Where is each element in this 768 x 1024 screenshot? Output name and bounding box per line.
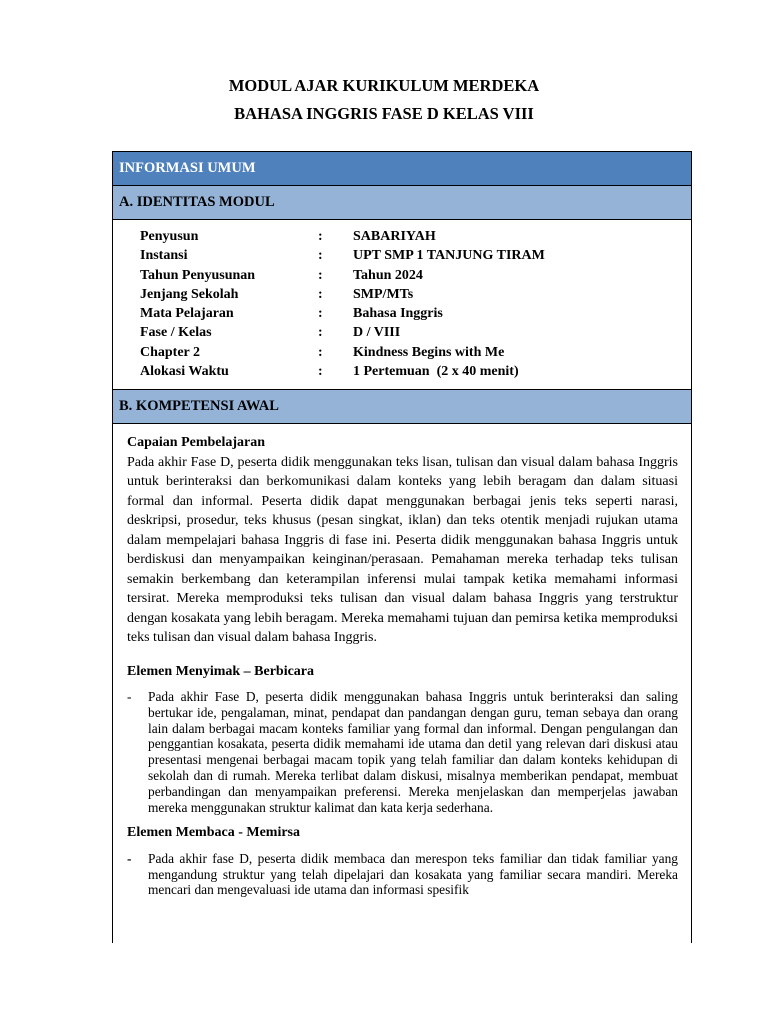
identity-block [113,220,691,390]
list-item [127,851,678,898]
identity-row [113,323,691,342]
identity-colon: : [318,325,323,341]
identity-row [113,304,691,323]
section-header-kompetensi-awal: B. KOMPETENSI AWAL [113,390,691,424]
identity-label: Tahun Penyusunan [140,267,256,283]
identity-row [113,362,691,381]
identity-value: D / VIII [353,325,401,341]
identity-value: Tahun 2024 [353,267,423,283]
kompetensi-content [113,424,691,898]
identity-value: SABARIYAH [353,229,436,244]
identity-label: Mata Pelajaran [140,306,234,322]
elemen-menyimak-text: Pada akhir Fase D, peserta didik menggunakan bahasa Inggris untuk berinteraksi dan saling bertukar ide, pengalaman, minat, pendapat dan pandangan dengan guru, teman sebaya dan orang lain dalam berbagai macam konteks familiar yang formal dan informal. Dengan pengulangan dan penggantian kosakata, peserta didik memahami ide utama dan detil yang relevan dari diskusi atau presentasi mengenai berbagai macam topik yang telah familiar dan dalam konteks kehidupan di sekolah dan di rumah. Mereka terlibat dalam diskusi, misalnya memberikan pendapat, membuat perbandingan dan menyampaikan preferensi. Mereka menjelaskan dan memperjelas jawaban mereka menggunakan struktur kalimat dan kata kerja sederhana. [148,689,678,815]
identity-colon: : [318,344,323,360]
list-item [127,689,678,815]
bullet-dash: - [127,689,132,704]
identity-colon: : [318,286,323,302]
identity-colon: : [318,248,323,264]
identity-row [113,246,691,265]
document-title-line-2: BAHASA INGGRIS FASE D KELAS VIII [234,104,534,123]
identity-label: Instansi [140,248,188,264]
identity-label: Alokasi Waktu [140,364,229,380]
identity-label: Chapter 2 [140,344,201,360]
identity-value: Kindness Begins with Me [353,344,505,360]
elemen-menyimak-heading: Elemen Menyimak – Berbicara [127,663,315,679]
document-title-line-1: MODUL AJAR KURIKULUM MERDEKA [228,76,540,95]
identity-value: SMP/MTs [353,286,414,302]
capaian-paragraph: Pada akhir Fase D, peserta didik menggunakan teks lisan, tulisan dan visual dalam bahasa Inggris untuk berinteraksi dan berkomunikasi dalam konteks yang lebih beragam dan dalam situasi formal dan informal. Peserta didik dapat menggunakan berbagai jenis teks seperti narasi, deskripsi, prosedur, teks khusus (pesan singkat, iklan) dan teks otentik menjadi rujukan utama dalam mempelajari bahasa Inggris di fase ini. Peserta didik menggunakan bahasa Inggris untuk berdiskusi dan menyampaikan keinginan/perasaan. Pemahaman mereka terhadap teks tulisan semakin berkembang dan keterampilan inferensi mulai tampak ketika memahami informasi tersirat. Mereka memproduksi teks tulisan dan visual dalam bahasa Inggris yang terstruktur dengan kosakata yang lebih beragam. Mereka memahami tujuan dan pemirsa ketika memproduksi teks tulisan dan visual dalam bahasa Inggris. [127,454,678,645]
section-header-identitas-modul: A. IDENTITAS MODUL [113,186,691,220]
identity-colon: : [318,229,323,244]
elemen-membaca-heading: Elemen Membaca - Memirsa [127,825,300,841]
identity-row [113,343,691,362]
identity-value: Bahasa Inggris [353,306,443,322]
identity-row [113,285,691,304]
identity-value: UPT SMP 1 TANJUNG TIRAM [353,248,545,264]
identity-label: Jenjang Sekolah [140,286,239,302]
module-table [112,151,692,943]
capaian-heading: Capaian Pembelajaran [127,435,266,450]
identity-row [113,266,691,285]
identity-colon: : [318,306,323,322]
identity-row [113,227,691,246]
identity-colon: : [318,267,323,283]
identity-value: 1 Pertemuan (2 x 40 menit) [353,364,519,380]
identity-label: Fase / Kelas [140,325,212,341]
bullet-dash: - [127,850,132,866]
section-header-informasi-umum: INFORMASI UMUM [113,152,691,186]
identity-label: Penyusun [140,229,199,244]
elemen-membaca-text: Pada akhir fase D, peserta didik membaca dan merespon teks familiar dan tidak familiar yang mengandung struktur yang telah dipelajari dan kosakata yang familiar secara mandiri. Mereka mencari dan mengevaluasi ide utama dan informasi spesifik [148,850,678,898]
identity-colon: : [318,364,323,380]
